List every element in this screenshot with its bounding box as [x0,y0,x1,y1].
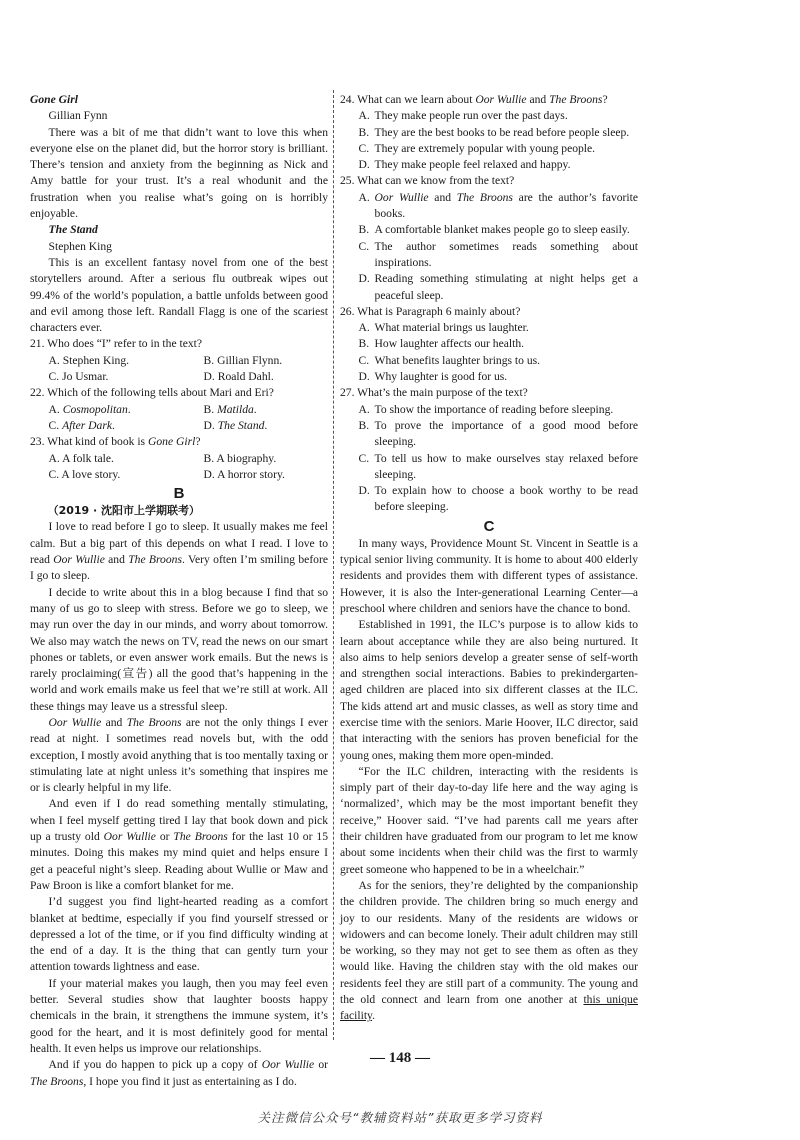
left-column [30,92,328,1090]
question-22-option-d[interactable]: D. The Stand. [203,418,268,432]
question-21-options [30,353,328,386]
question-24-option-d[interactable]: D. They make people feel relaxed and happy. [358,158,571,172]
question-24-option-b[interactable]: B. They are the best books to be read before people sleep. [358,125,630,139]
question-23-options [30,451,328,484]
question-23-option-d[interactable]: D. A horror story. [203,467,285,481]
passage-b-paragraph-2: I decide to write about this in a blog because I find that so many of us go to sleep with stress. Before we go to sleep, we may run over the day in our minds, and worry about tomorrow. We also may watch the news on TV, read the news on our smart phones or tablets, or even answer work emails. But the news is rarely proclaiming(宣告) all the good that’s happening in the world and work emails make us feel that we’re still at work. All these things may leave us a stressful sleep. [30,585,328,713]
question-26-option-c[interactable]: C. What benefits laughter brings to us. [358,353,541,367]
question-22-options [30,402,328,435]
section-b-heading: B [173,485,185,503]
question-27-stem: 27. What’s the main purpose of the text? [340,386,528,400]
question-22-option-c[interactable]: C. After Dark. [48,418,115,432]
footer-note: 关注微信公众号“教辅资料站”获取更多学习资料 [257,1110,543,1125]
book-author-the-stand: Stephen King [48,239,112,253]
question-23-option-b[interactable]: B. A biography. [203,451,277,465]
question-27-option-c[interactable]: C. To tell us how to make ourselves stay relaxed before sleeping. [358,451,638,481]
passage-c-paragraph-2: Established in 1991, the ILC’s purpose is to allow kids to learn about acceptance while they are also being nurtured. It also aims to help seniors develop a greater sense of self-worth and strengthen social interactions. Babies to prekindergarten-aged children are placed into six different classes at the ILC. The kids attend art and music classes, as well as story time and exercise time with the seniors. Marie Hoover, ILC director, said that interacting with the seniors has proven beneficial for the young ones, making them more open-minded. [340,618,638,762]
passage-b-paragraph-3: Oor Wullie and The Broons are not the only things I ever read at night. I sometimes read novels but, with the odd exception, I mostly avoid anything that is too mentally taxing or stimulating late at night unless it’s something that inspires me or is clearly helpful in my life. [30,715,328,795]
section-b-source: （2019 · 沈阳市上学期联考） [47,504,201,518]
question-26-option-b[interactable]: B. How laughter affects our health. [358,337,525,351]
question-23-option-c[interactable]: C. A love story. [48,467,121,481]
book-review-the-stand: This is an excellent fantasy novel from one of the best storytellers around. After a serious flu outbreak wipes out 99.4% of the world’s population, a battle unfolds between good and evil among those left. Randall Flagg is one of the scariest characters ever. [30,255,328,335]
page-number: — 148 — [370,1050,430,1066]
passage-c-paragraph-1: In many ways, Providence Mount St. Vincent in Seattle is a typical senior living community. It is home to about 400 elderly residents and provides them with different types of assistance. However, it is also the Inter-generational Learning Center—a preschool where children and seniors have the chance to bond. [340,536,638,615]
question-25-option-c[interactable]: C. The author sometimes reads something about inspirations. [358,239,638,269]
question-25-option-a[interactable]: A. Oor Wullie and The Broons are the author’s favorite books. [358,190,638,221]
book-review-gone-girl: There was a bit of me that didn’t want to love this when everyone else on the planet did, but the horror story is brilliant. There’s tension and anxiety from the beginning as Nick and Amy battle for your trust. It’s a real whodunit and the frustration when you realise what’s going on is horribly enjoyable. [30,125,328,221]
question-21-option-c[interactable]: C. Jo Usmar. [48,370,109,384]
book-title-gone-girl: Gone Girl [30,93,78,106]
passage-c-paragraph-3: “For the ILC children, interacting with the residents is simply part of their day-to-day life here and the way aging is ‘normalized’, which may be the most important benefit they receive,” Hoover said. “I’ve had parents call me years after their children have graduated from our program to let me know about some incidents when their child was the first to warmly greet someone who happened to be in a wheelchair.” [340,764,638,876]
underlined-phrase: this unique facility [340,993,638,1023]
question-26-stem: 26. What is Paragraph 6 mainly about? [340,304,521,318]
right-column [340,92,638,1025]
question-21-stem: 21. Who does “I” refer to in the text? [30,337,203,351]
question-26-option-d[interactable]: D. Why laughter is good for us. [358,370,508,384]
question-22-option-a[interactable]: A. Cosmopolitan. [48,402,131,416]
column-divider [333,90,334,1040]
question-26-option-a[interactable]: A. What material brings us laughter. [358,321,529,335]
question-24-option-a[interactable]: A. They make people run over the past days. [358,109,568,123]
question-25-stem: 25. What can we know from the text? [340,174,515,188]
question-21-option-a[interactable]: A. Stephen King. [48,353,130,367]
question-24-option-c[interactable]: C. They are extremely popular with young people. [358,141,596,155]
book-title-the-stand: The Stand [48,223,98,237]
question-23-stem: 23. What kind of book is Gone Girl? [30,435,201,449]
question-24-stem: 24. What can we learn about Oor Wullie and The Broons? [340,93,608,106]
passage-b-paragraph-7: And if you do happen to pick up a copy of Oor Wullie or The Broons, I hope you find it just as entertaining as I do. [30,1058,328,1088]
question-27-option-d[interactable]: D. To explain how to choose a book worthy to be read before sleeping. [358,484,638,514]
passage-b-paragraph-1: I love to read before I go to sleep. It usually makes me feel calm. But a big part of this depends on what I read. I love to read Oor Wullie and The Broons. Very often I’m smiling before I go to sleep. [30,520,328,583]
passage-c-paragraph-4: As for the seniors, they’re delighted by the companionship the children provide. The children bring so much energy and joy to our residents. Many of the residents are widows or widowers and can become lonely. Their adult children may still be working, so they may not get to see them as often as they would like. Having the children stay with the old makes our residents feel they are still part of a community. The young and the old connect and learn from one another at this unique facility. [340,878,638,1023]
section-c-heading: C [483,517,495,535]
passage-b-paragraph-6: If your material makes you laugh, then you may feel even better. Several studies show that laughter boosts happy chemicals in the brain, it strengthens the immune system, it’s good for the heart, and it is most definitely good for mental health. It even helps us improve our relationships. [30,976,328,1055]
question-25-option-b[interactable]: B. A comfortable blanket makes people go to sleep easily. [358,223,630,237]
question-27-option-a[interactable]: A. To show the importance of reading before sleeping. [358,402,614,416]
question-25-option-d[interactable]: D. Reading something stimulating at night helps get a peaceful sleep. [358,272,638,302]
question-21-option-d[interactable]: D. Roald Dahl. [203,370,274,384]
question-21-option-b[interactable]: B. Gillian Flynn. [203,353,283,367]
question-22-stem: 22. Which of the following tells about Mari and Eri? [30,386,274,400]
question-22-option-b[interactable]: B. Matilda. [203,402,257,416]
passage-b-paragraph-4: And even if I do read something mentally stimulating, when I feel myself getting tired I lay that book down and pick up a trusty old Oor Wullie or The Broons for the last 10 or 15 minutes. Doing this makes my mind quiet and helps ensure I get a peaceful night’s sleep. Reading about Wullie or Maw and Paw Broon is like a comfort blanket for me. [30,797,328,892]
question-23-option-a[interactable]: A. A folk tale. [48,451,114,465]
question-27-option-b[interactable]: B. To prove the importance of a good mood before sleeping. [358,418,638,449]
book-author-gone-girl: Gillian Fynn [48,109,108,123]
passage-b-paragraph-5: I’d suggest you find light-hearted reading as a comfort blanket at bedtime, especially if you find yourself stressed or depressed a lot of the time, or if you find difficulty winding at the end of a day. It is the thing that can gently turn your attention towards lightness and ease. [30,895,328,974]
